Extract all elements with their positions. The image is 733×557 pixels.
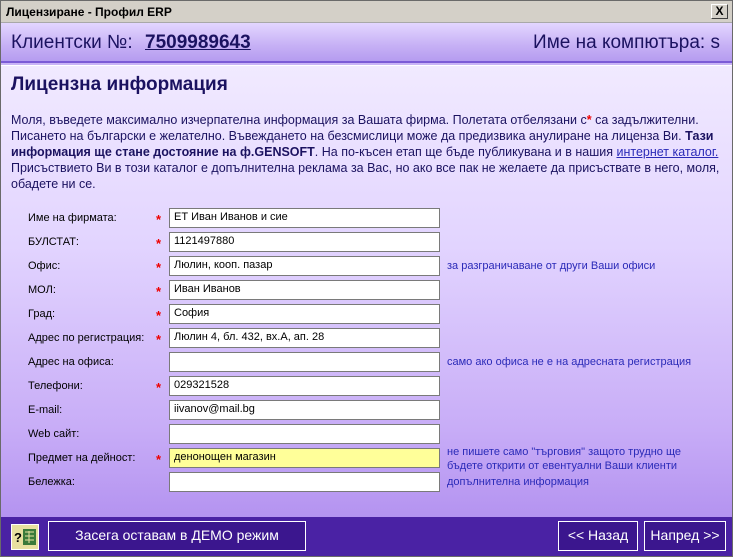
required-star: * xyxy=(156,308,162,323)
required-star: * xyxy=(156,452,162,467)
required-star: * xyxy=(156,380,162,395)
form-row-website xyxy=(1,423,732,445)
form-row-mol xyxy=(1,279,732,301)
header-bar xyxy=(1,23,732,63)
note-label: Бележка: xyxy=(28,476,75,488)
computer-name-label: Име на компютъра: s xyxy=(533,32,720,53)
footer-bar xyxy=(1,517,732,557)
required-star: * xyxy=(156,332,162,347)
office-label: Офис: xyxy=(28,260,61,272)
business-activity-input[interactable]: денонощен магазин xyxy=(169,448,440,468)
intro-bold-notice: Тази информация ще стане достояние на ф.GENSOFT xyxy=(11,129,714,159)
intro-text-part1: Моля, въведете максимално изчерпателна информация за Вашата фирма. Полетата отбелязани с xyxy=(11,113,587,127)
form-row-office xyxy=(1,255,732,277)
required-star: * xyxy=(156,212,162,227)
intro-text-part3: . На по-късен етап ще бъде публикувана и в нашия xyxy=(314,145,613,159)
bulstat-label: БУЛСТАТ: xyxy=(28,236,79,248)
note-hint: допълнителна информация xyxy=(447,476,589,488)
city-label: Град: xyxy=(28,308,56,320)
demo-mode-button[interactable]: Засега оставам в ДЕМО режим xyxy=(48,521,306,551)
form-row-phones xyxy=(1,375,732,397)
required-star-inline: * xyxy=(586,113,592,127)
business-activity-hint: не пишете само "търговия" защото трудно ще бъдете открити от евентуални Ваши клиенти xyxy=(447,446,682,472)
intro-text-part4: Присъствието Ви в този каталог е допълнителна реклама за Вас, но ако все пак не желаете да присъствате в него, моля, обадете ни се. xyxy=(11,161,720,191)
website-label: Web сайт: xyxy=(28,428,80,440)
title-bar xyxy=(1,1,732,23)
office-address-input[interactable] xyxy=(169,352,440,372)
form-row-city xyxy=(1,303,732,325)
intro-text xyxy=(11,112,723,192)
office-hint: за разграничаване от други Ваши офиси xyxy=(447,260,656,272)
form-row-email xyxy=(1,399,732,421)
internet-catalog-link[interactable]: интернет каталог. xyxy=(616,145,719,159)
company-name-label: Име на фирмата: xyxy=(28,212,117,224)
office-address-hint: само ако офиса не е на адресната регистрация xyxy=(447,356,692,368)
company-name-input[interactable]: ЕТ Иван Иванов и сие xyxy=(169,208,440,228)
help-icon[interactable] xyxy=(11,524,39,550)
city-input[interactable]: София xyxy=(169,304,440,324)
form-row-business-activity xyxy=(1,446,732,472)
client-number-value: 7509989643 xyxy=(145,32,251,53)
email-label: E-mail: xyxy=(28,404,63,416)
window-title: Лицензиране - Профил ERP xyxy=(6,5,172,19)
client-number-label: Клиентски №: xyxy=(11,32,133,53)
email-input[interactable]: iivanov@mail.bg xyxy=(169,400,440,420)
form-row-note xyxy=(1,471,732,493)
form-row-company-name xyxy=(1,207,732,229)
svg-text:?: ? xyxy=(14,530,22,545)
required-star: * xyxy=(156,236,162,251)
registration-address-input[interactable]: Люлин 4, бл. 432, вх.А, ап. 28 xyxy=(169,328,440,348)
business-activity-label: Предмет на дейност: xyxy=(28,452,136,464)
phones-input[interactable]: 029321528 xyxy=(169,376,440,396)
form-row-registration-address xyxy=(1,327,732,349)
phones-label: Телефони: xyxy=(28,380,83,392)
office-address-label: Адрес на офиса: xyxy=(28,356,114,368)
registration-address-label: Адрес по регистрация: xyxy=(28,332,145,344)
form-row-bulstat xyxy=(1,231,732,253)
required-star: * xyxy=(156,260,162,275)
section-title: Лицензна информация xyxy=(11,74,228,95)
next-button[interactable]: Напред >> xyxy=(644,521,726,551)
mol-input[interactable]: Иван Иванов xyxy=(169,280,440,300)
required-star: * xyxy=(156,284,162,299)
back-button[interactable]: << Назад xyxy=(558,521,638,551)
office-input[interactable]: Люлин, кооп. пазар xyxy=(169,256,440,276)
form-row-office-address xyxy=(1,351,732,373)
intro-text-part2: са задължителни. Писането на български е желателно. Въвеждането на безсмислици може да предизвика анулиране на лиценза Ви. xyxy=(11,113,699,143)
website-input[interactable] xyxy=(169,424,440,444)
note-input[interactable] xyxy=(169,472,440,492)
bulstat-input[interactable]: 1121497880 xyxy=(169,232,440,252)
license-form-panel xyxy=(1,65,732,517)
mol-label: МОЛ: xyxy=(28,284,56,296)
close-button[interactable]: X xyxy=(711,4,728,19)
